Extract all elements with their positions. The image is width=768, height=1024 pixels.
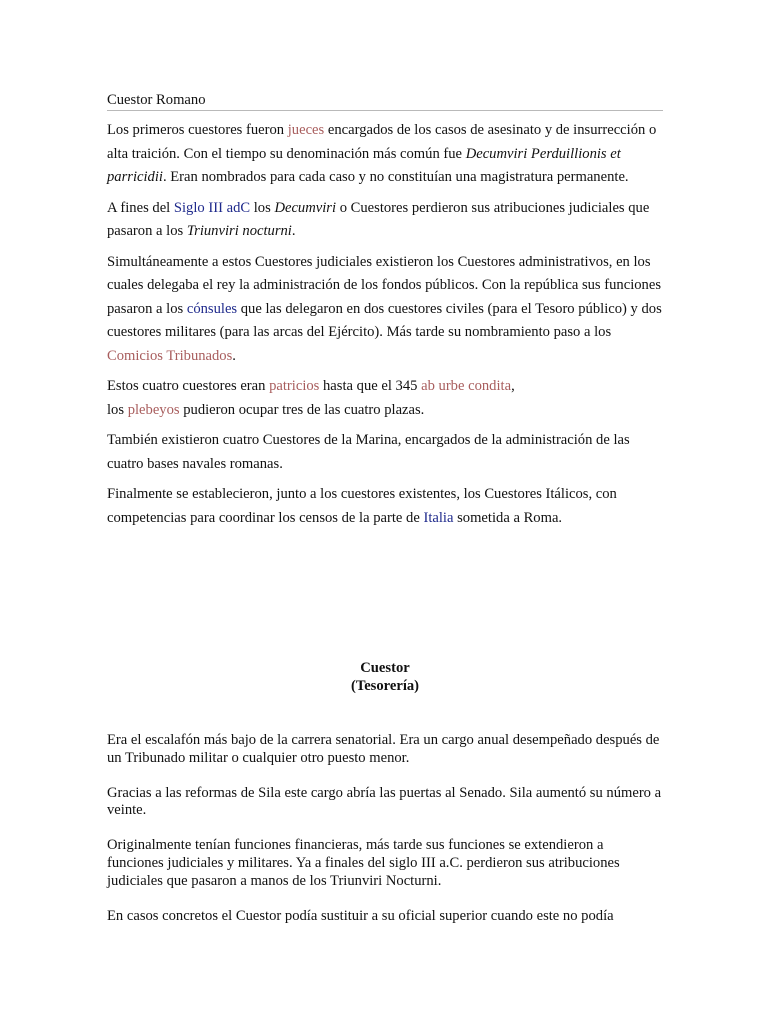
text: A fines del	[107, 199, 174, 216]
text: . Eran nombrados para cada caso y no constituían una magistratura permanente.	[162, 169, 629, 185]
document-heading: Cuestor Romano	[107, 92, 663, 111]
text: pudieron ocupar tres de las cuatro plazas.	[179, 401, 425, 418]
paragraph-reformas-sila: Gracias a las reformas de Sila este cargo abría las puertas al Senado. Sila aumentó su número a veinte.	[107, 784, 662, 819]
section-cuestor-tesoreria	[107, 732, 663, 942]
text: que las delegaron en dos cuestores civiles (para el Tesoro público) y dos cuestores militares (para las arcas del Ejército). Más tarde su nombramiento paso a los	[107, 300, 662, 340]
paragraph-cuestores-italicos	[107, 483, 663, 530]
text: hasta que el 345	[319, 378, 422, 394]
text: encargados de los casos de asesinato y de insurrección o alta traición. Con el tiempo su denominación más común fue	[107, 122, 657, 162]
text: sometida a Roma.	[453, 509, 563, 526]
link-plebeyos[interactable]: plebeyos	[127, 401, 180, 418]
paragraph-fines-siglo	[107, 197, 663, 244]
section-cuestor-romano	[107, 119, 663, 537]
text: Simultáneamente a estos Cuestores judiciales existieron los Cuestores administrativos, en los cuales delegaba el rey la administración de los fondos públicos. Con la república sus funciones pasaron a los	[107, 253, 661, 317]
link-patricios[interactable]: patricios	[269, 378, 320, 394]
text: o Cuestores perdieron sus atribuciones judiciales que pasaron a los	[107, 199, 650, 239]
text: Estos cuatro cuestores eran	[107, 378, 270, 394]
section-title-line: Cuestor	[360, 660, 410, 676]
link-comicios-tribunados[interactable]: Comicios Tribunados	[107, 347, 233, 364]
link-consules[interactable]: cónsules	[186, 300, 238, 317]
text: Finalmente se establecieron, junto a los cuestores existentes, los Cuestores Itálicos, con competencias para coordinar los censos de la parte de	[107, 486, 617, 526]
section-subtitle-line: (Tesorería)	[350, 678, 420, 694]
section-title-cuestor	[107, 659, 663, 695]
text: los	[250, 199, 275, 216]
text: ,	[511, 378, 515, 394]
text: Los primeros cuestores fueron	[107, 122, 288, 138]
paragraph-cuestores-administrativos	[107, 251, 663, 369]
link-italia[interactable]: Italia	[423, 509, 454, 526]
emphasis-decumviri-perduillionis: Decumviri Perduillionis et parricidii	[107, 145, 621, 185]
text: .	[291, 223, 296, 239]
paragraph-cuatro-cuestores	[107, 375, 663, 422]
link-ab-urbe-condita[interactable]: ab urbe condita	[421, 378, 512, 394]
paragraph-cuestores-marina: También existieron cuatro Cuestores de la Marina, encargados de la administración de las cuatro bases navales romanas.	[107, 432, 630, 472]
paragraph-casos-concretos: En casos concretos el Cuestor podía sustituir a su oficial superior cuando este no podía	[107, 907, 614, 924]
emphasis-triunviri-nocturni: Triunviri nocturni	[186, 223, 292, 239]
paragraph-primeros-cuestores	[107, 119, 663, 190]
link-siglo-iii[interactable]: Siglo III adC	[173, 199, 251, 216]
paragraph-escalafon: Era el escalafón más bajo de la carrera senatorial. Era un cargo anual desempeñado después de un Tribunado militar o cualquier otro puesto menor.	[107, 732, 660, 766]
text: los	[107, 401, 128, 418]
paragraph-funciones-financieras: Originalmente tenían funciones financieras, más tarde sus funciones se extendieron a funciones judiciales y militares. Ya a finales del siglo III a.C. perdieron sus atribuciones judiciales que pasaron a manos de los Triunviri Nocturni.	[107, 837, 620, 889]
text: .	[232, 347, 236, 364]
link-jueces[interactable]: jueces	[287, 122, 325, 138]
emphasis-decumviri: Decumviri	[274, 199, 337, 216]
